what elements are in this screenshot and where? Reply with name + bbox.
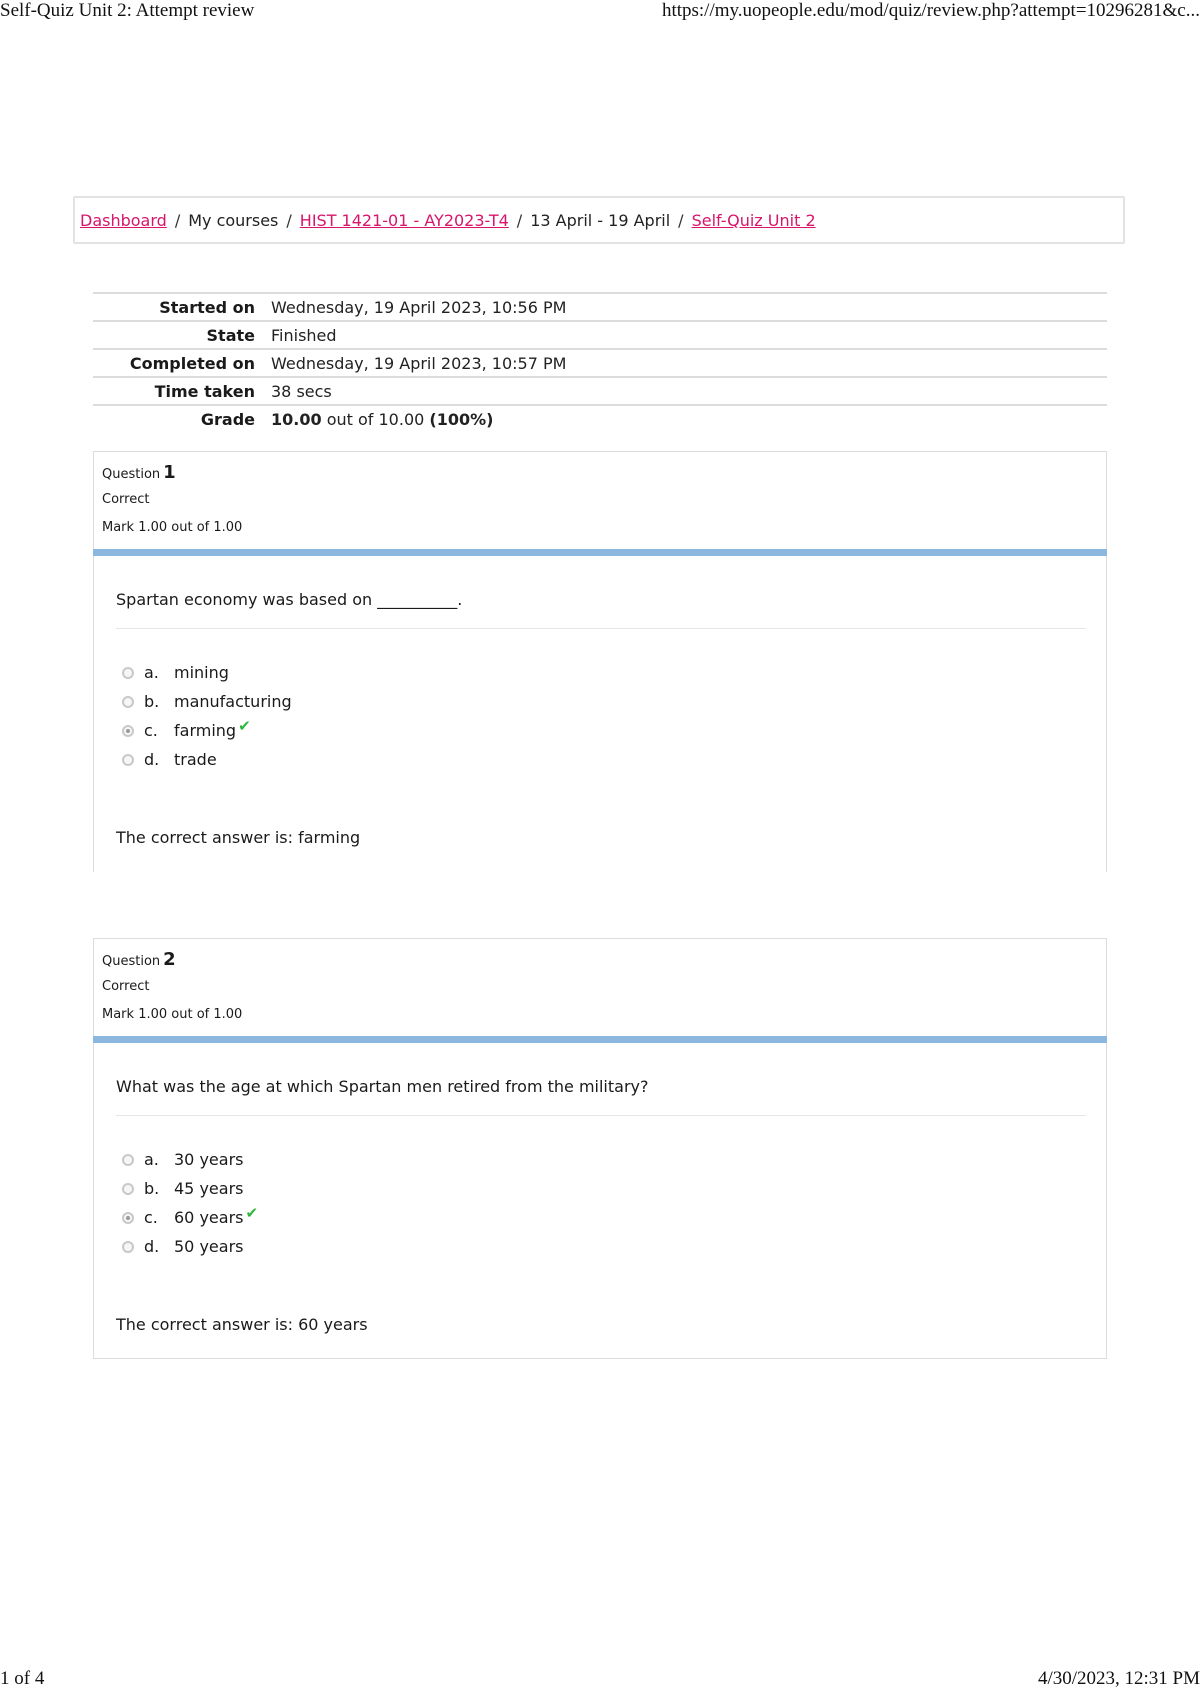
answer-text: 50 years bbox=[174, 1237, 244, 1256]
radio-button[interactable] bbox=[122, 1154, 134, 1166]
answer-text: 60 years bbox=[174, 1208, 244, 1227]
time-taken-value: 38 secs bbox=[263, 377, 1107, 405]
question-number bbox=[102, 462, 176, 483]
answer-letter: a. bbox=[144, 1150, 159, 1169]
answer-letter: a. bbox=[144, 663, 159, 682]
question-divider-bar bbox=[93, 549, 1107, 556]
grade-value bbox=[263, 405, 1107, 432]
grade-label: Grade bbox=[93, 405, 263, 432]
correct-answer-feedback: The correct answer is: farming bbox=[116, 828, 361, 847]
answer-text: 30 years bbox=[174, 1150, 244, 1169]
question-label: Question bbox=[102, 467, 161, 482]
check-icon: ✔ bbox=[245, 1203, 259, 1222]
answer-text: farming bbox=[174, 721, 237, 740]
question-label: Question bbox=[102, 954, 161, 969]
answer-option[interactable] bbox=[122, 1174, 258, 1203]
state-value: Finished bbox=[263, 321, 1107, 349]
answer-list bbox=[122, 1145, 258, 1261]
answer-option[interactable] bbox=[122, 745, 292, 774]
question-1 bbox=[93, 451, 1107, 872]
question-divider-bar bbox=[93, 1036, 1107, 1043]
breadcrumb-separator: / bbox=[516, 211, 523, 230]
answer-option[interactable] bbox=[122, 1232, 258, 1261]
radio-button[interactable] bbox=[122, 1241, 134, 1253]
grade-score: 10.00 bbox=[271, 409, 322, 429]
question-number-value: 2 bbox=[163, 949, 176, 970]
check-icon: ✔ bbox=[238, 716, 251, 735]
summary-row-grade bbox=[93, 405, 1107, 432]
answer-option[interactable] bbox=[122, 1145, 258, 1174]
radio-button[interactable] bbox=[122, 696, 134, 708]
breadcrumb-course-link[interactable]: HIST 1421-01 - AY2023-T4 bbox=[299, 211, 509, 230]
breadcrumb-separator: / bbox=[174, 211, 181, 230]
summary-row-state bbox=[93, 321, 1107, 349]
answer-list bbox=[122, 658, 292, 774]
question-text: Spartan economy was based on __________. bbox=[116, 590, 463, 609]
started-value: Wednesday, 19 April 2023, 10:56 PM bbox=[263, 293, 1107, 321]
time-taken-label: Time taken bbox=[93, 377, 263, 405]
completed-value: Wednesday, 19 April 2023, 10:57 PM bbox=[263, 349, 1107, 377]
grade-percent: (100%) bbox=[429, 409, 494, 429]
question-text-rule bbox=[116, 1115, 1086, 1116]
grade-out-of: out of 10.00 bbox=[321, 409, 430, 429]
breadcrumb-my-courses: My courses bbox=[188, 211, 279, 230]
attempt-summary-table bbox=[93, 292, 1107, 432]
question-state: Correct bbox=[102, 492, 150, 507]
answer-letter: d. bbox=[144, 750, 160, 769]
answer-letter: b. bbox=[144, 1179, 160, 1198]
print-page-title: Self-Quiz Unit 2: Attempt review bbox=[0, 0, 255, 21]
breadcrumb bbox=[80, 211, 816, 230]
radio-button[interactable] bbox=[122, 667, 134, 679]
print-page-url: https://my.uopeople.edu/mod/quiz/review.php?attempt=10296281&c... bbox=[661, 0, 1200, 21]
question-state: Correct bbox=[102, 979, 150, 994]
radio-button[interactable] bbox=[122, 1183, 134, 1195]
print-page-count: 1 of 4 bbox=[0, 1668, 45, 1689]
breadcrumb-week: 13 April - 19 April bbox=[530, 211, 671, 230]
breadcrumb-container bbox=[73, 196, 1125, 244]
question-number bbox=[102, 949, 176, 970]
started-label: Started on bbox=[93, 293, 263, 321]
breadcrumb-separator: / bbox=[678, 211, 684, 230]
breadcrumb-separator: / bbox=[286, 211, 292, 230]
state-label: State bbox=[93, 321, 263, 349]
answer-option[interactable] bbox=[122, 658, 292, 687]
answer-option-selected[interactable] bbox=[122, 716, 292, 745]
question-info bbox=[94, 452, 1106, 549]
radio-button-checked[interactable] bbox=[122, 725, 134, 737]
answer-letter: c. bbox=[144, 721, 158, 740]
summary-row-time bbox=[93, 377, 1107, 405]
print-datetime: 4/30/2023, 12:31 PM bbox=[1037, 1668, 1200, 1689]
answer-text: trade bbox=[174, 750, 217, 769]
question-text: What was the age at which Spartan men retired from the military? bbox=[116, 1077, 649, 1096]
correct-answer-feedback: The correct answer is: 60 years bbox=[116, 1315, 368, 1334]
completed-label: Completed on bbox=[93, 349, 263, 377]
answer-option[interactable] bbox=[122, 687, 292, 716]
answer-letter: d. bbox=[144, 1237, 160, 1256]
breadcrumb-dashboard-link[interactable]: Dashboard bbox=[80, 211, 167, 230]
question-mark: Mark 1.00 out of 1.00 bbox=[102, 520, 243, 535]
summary-row-started bbox=[93, 293, 1107, 321]
print-header bbox=[0, 0, 1200, 24]
answer-text: mining bbox=[174, 663, 229, 682]
question-mark: Mark 1.00 out of 1.00 bbox=[102, 1007, 243, 1022]
breadcrumb-quiz-link[interactable]: Self-Quiz Unit 2 bbox=[691, 211, 816, 230]
question-number-value: 1 bbox=[163, 462, 176, 483]
answer-option-selected[interactable] bbox=[122, 1203, 258, 1232]
question-text-rule bbox=[116, 628, 1086, 629]
answer-letter: c. bbox=[144, 1208, 158, 1227]
answer-letter: b. bbox=[144, 692, 160, 711]
question-2 bbox=[93, 938, 1107, 1359]
question-info bbox=[94, 939, 1106, 1036]
answer-text: manufacturing bbox=[174, 692, 292, 711]
answer-text: 45 years bbox=[174, 1179, 244, 1198]
print-footer bbox=[0, 1668, 1200, 1692]
radio-button[interactable] bbox=[122, 754, 134, 766]
summary-row-completed bbox=[93, 349, 1107, 377]
radio-button-checked[interactable] bbox=[122, 1212, 134, 1224]
